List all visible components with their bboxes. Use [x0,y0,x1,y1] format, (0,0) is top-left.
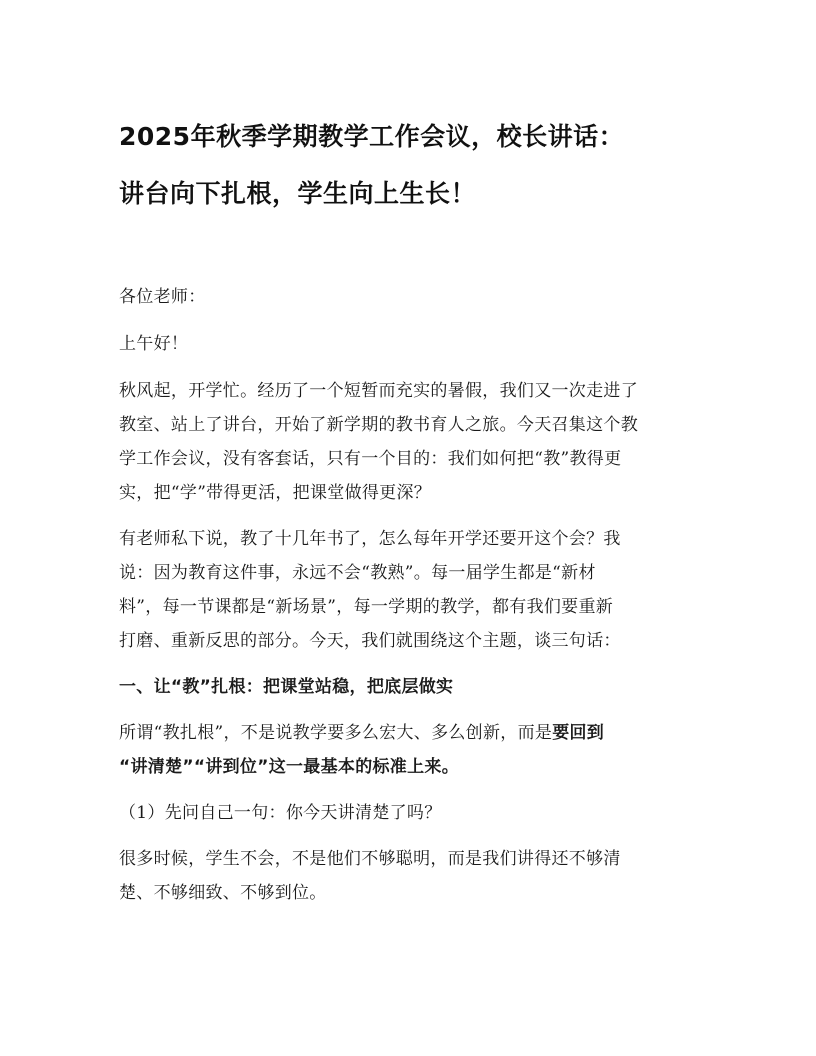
paragraph-line: 很多时候，学生不会，不是他们不够聪明，而是我们讲得还不够清 [119,849,621,869]
subheading-1: （1）先问自己一句：你今天讲清楚了吗？ [119,803,442,823]
paragraph-line: 学工作会议，没有客套话，只有一个目的：我们如何把“教”教得更 [119,449,622,469]
paragraph-line: 实，把“学”带得更活，把课堂做得更深？ [119,483,432,503]
emphasis-line: “讲清楚”“讲到位”这一最基本的标准上来。 [119,757,459,777]
document-body [119,280,699,922]
emphasis-text: 要回到 [552,723,605,743]
paragraph-line: 有老师私下说，教了十几年书了，怎么每年开学还要开这个会？我 [119,529,621,549]
salutation: 各位老师： [119,287,206,307]
title-line-1: 2025年秋季学期教学工作会议，校长讲话： [119,122,625,151]
paragraph-text: 所谓“教扎根”，不是说教学要多么宏大、多么创新，而是 [119,723,553,743]
paragraph-line: 秋风起，开学忙。经历了一个短暂而充实的暑假，我们又一次走进了 [119,381,638,401]
paragraph-line: 楚、不够细致、不够到位。 [119,883,327,903]
greeting: 上午好！ [119,334,189,354]
paragraph-teaching-root [119,716,699,784]
paragraph-line [119,716,699,750]
paragraph-opening [119,374,699,510]
paragraph-clarity [119,842,699,910]
paragraph-why-meeting [119,522,699,658]
section-heading-1: 一、让“教”扎根：把课堂站稳，把底层做实 [119,677,454,697]
paragraph-line: 说：因为教育这件事，永远不会“教熟”。每一届学生都是“新材 [119,563,596,583]
paragraph-line: 料”，每一节课都是“新场景”，每一学期的教学，都有我们要重新 [119,597,614,617]
paragraph-line: 教室、站上了讲台，开始了新学期的教书育人之旅。今天召集这个教 [119,415,638,435]
paragraph-line: 打磨、重新反思的部分。今天，我们就围绕这个主题，谈三句话： [119,631,621,651]
document-title [119,108,699,222]
title-line-2: 讲台向下扎根，学生向上生长！ [119,179,477,208]
